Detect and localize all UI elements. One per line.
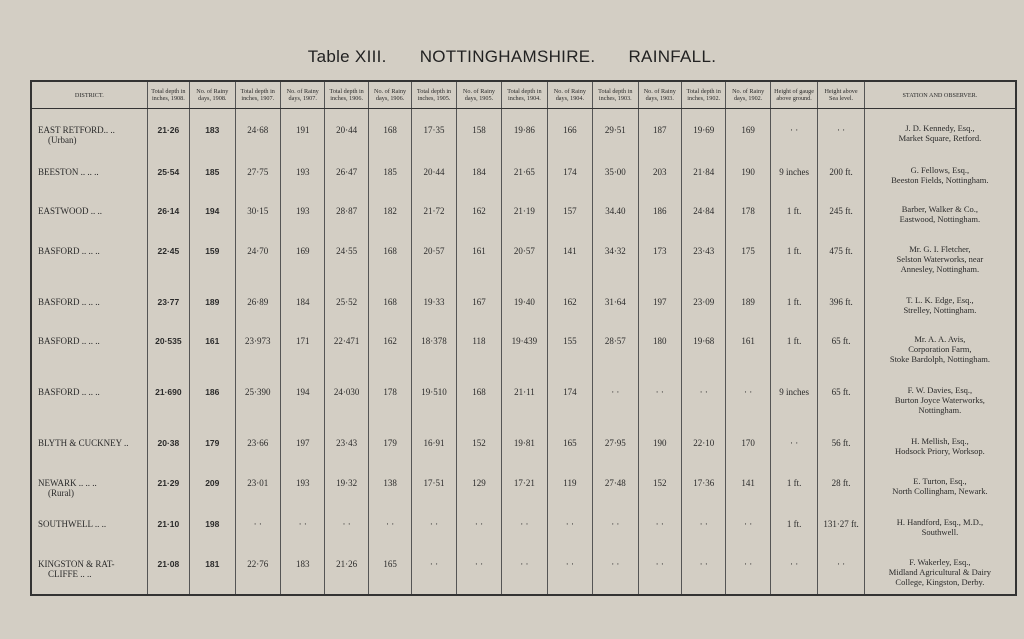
value-cell: 20·535 xyxy=(147,320,189,371)
column-header: Height above Sea level. xyxy=(818,82,864,109)
station-line: Mr. A. A. Avis, xyxy=(914,334,966,345)
station-line: F. W. Davies, Esq., xyxy=(907,385,973,396)
station-cell xyxy=(864,422,1015,461)
value-cell: · · xyxy=(235,503,280,542)
value-cell: 1 ft. xyxy=(770,462,817,504)
value-cell: 179 xyxy=(190,422,235,461)
station-line: Selston Waterworks, near xyxy=(896,253,984,264)
table-subject: RAINFALL. xyxy=(628,47,717,66)
table-row xyxy=(32,151,1015,190)
value-cell: 119 xyxy=(547,462,592,504)
value-cell: 19·81 xyxy=(502,422,547,461)
value-cell: 30·15 xyxy=(235,190,280,229)
value-cell: 19·510 xyxy=(412,371,456,422)
value-cell: 186 xyxy=(190,371,235,422)
value-cell: 198 xyxy=(190,503,235,542)
value-cell: 190 xyxy=(638,422,681,461)
value-cell: 21·19 xyxy=(502,190,547,229)
district-cell xyxy=(32,503,147,542)
value-cell: 173 xyxy=(638,230,681,281)
district-name: BASFORD .. .. .. xyxy=(38,245,100,256)
district-cell xyxy=(32,109,147,151)
value-cell: 19·69 xyxy=(681,109,725,151)
station-line: F. Wakerley, Esq., xyxy=(909,556,971,567)
district-name: EASTWOOD .. .. xyxy=(38,206,102,217)
value-cell: 22·45 xyxy=(147,230,189,281)
district-subname: (Urban) xyxy=(48,135,77,145)
county-name: NOTTINGHAMSHIRE. xyxy=(419,47,596,66)
value-cell: 475 ft. xyxy=(818,230,864,281)
value-cell: · · xyxy=(456,543,501,594)
value-cell: 141 xyxy=(547,230,592,281)
value-cell: 179 xyxy=(368,422,411,461)
station-line: G. Fellows, Esq., xyxy=(910,164,970,175)
district-name: BEESTON .. .. .. xyxy=(38,166,99,177)
column-header: DISTRICT. xyxy=(32,82,147,109)
column-header: Height of gauge above ground. xyxy=(770,82,817,109)
value-cell: 152 xyxy=(456,422,501,461)
value-cell: 162 xyxy=(368,320,411,371)
station-cell xyxy=(864,109,1015,151)
district-cell xyxy=(32,422,147,461)
column-header: No. of Rainy days, 1908. xyxy=(190,82,235,109)
value-cell: 26·14 xyxy=(147,190,189,229)
value-cell: 194 xyxy=(280,371,324,422)
value-cell: 184 xyxy=(456,151,501,190)
value-cell: 162 xyxy=(456,190,501,229)
station-line: Corporation Farm, xyxy=(908,344,972,355)
value-cell: 26·89 xyxy=(235,281,280,320)
value-cell: 167 xyxy=(456,281,501,320)
value-cell: 184 xyxy=(280,281,324,320)
value-cell: · · xyxy=(547,503,592,542)
value-cell: 166 xyxy=(547,109,592,151)
value-cell: · · xyxy=(456,503,501,542)
value-cell: 23·01 xyxy=(235,462,280,504)
value-cell: 200 ft. xyxy=(818,151,864,190)
value-cell: 22·10 xyxy=(681,422,725,461)
value-cell: · · xyxy=(593,543,638,594)
value-cell: 168 xyxy=(456,371,501,422)
station-cell xyxy=(864,462,1015,504)
station-line: College, Kingston, Derby. xyxy=(895,576,985,587)
value-cell: 26·47 xyxy=(325,151,368,190)
value-cell: · · xyxy=(681,503,725,542)
value-cell: 25·390 xyxy=(235,371,280,422)
value-cell: 245 ft. xyxy=(818,190,864,229)
station-cell xyxy=(864,371,1015,422)
value-cell: 21·29 xyxy=(147,462,189,504)
value-cell: · · xyxy=(726,503,770,542)
column-header: Total depth in inches, 1905. xyxy=(412,82,456,109)
value-cell: 174 xyxy=(547,371,592,422)
value-cell: 23·77 xyxy=(147,281,189,320)
value-cell: 193 xyxy=(280,462,324,504)
value-cell: 21·690 xyxy=(147,371,189,422)
value-cell: 25·54 xyxy=(147,151,189,190)
value-cell: 23·43 xyxy=(325,422,368,461)
value-cell: 24·84 xyxy=(681,190,725,229)
value-cell: 28·87 xyxy=(325,190,368,229)
column-header: Total depth in inches, 1903. xyxy=(593,82,638,109)
header-row xyxy=(32,82,1015,109)
station-line: T. L. K. Edge, Esq., xyxy=(906,294,974,305)
value-cell: 19·86 xyxy=(502,109,547,151)
value-cell: 22·471 xyxy=(325,320,368,371)
district-cell xyxy=(32,543,147,594)
station-cell xyxy=(864,281,1015,320)
station-line: Mr. G. I. Fletcher, xyxy=(909,243,971,254)
value-cell: 165 xyxy=(547,422,592,461)
table-row xyxy=(32,230,1015,281)
value-cell: 17·35 xyxy=(412,109,456,151)
value-cell: 182 xyxy=(368,190,411,229)
station-line: Southwell. xyxy=(921,527,959,538)
value-cell: 18·378 xyxy=(412,320,456,371)
district-cell xyxy=(32,190,147,229)
value-cell: 24·70 xyxy=(235,230,280,281)
value-cell: · · xyxy=(638,543,681,594)
value-cell: 9 inches xyxy=(770,151,817,190)
station-line: Annesley, Nottingham. xyxy=(900,263,980,274)
district-cell xyxy=(32,281,147,320)
value-cell: 19·68 xyxy=(681,320,725,371)
value-cell: 138 xyxy=(368,462,411,504)
district-name: KINGSTON & RAT- xyxy=(38,558,115,569)
column-header: STATION AND OBSERVER. xyxy=(864,82,1015,109)
value-cell: 178 xyxy=(726,190,770,229)
value-cell: 27·95 xyxy=(593,422,638,461)
value-cell: 169 xyxy=(280,230,324,281)
column-header: No. of Rainy days, 1905. xyxy=(456,82,501,109)
value-cell: 21·72 xyxy=(412,190,456,229)
district-cell xyxy=(32,320,147,371)
table-row xyxy=(32,503,1015,542)
value-cell: 21·08 xyxy=(147,543,189,594)
district-name: BASFORD .. .. .. xyxy=(38,296,100,307)
rainfall-table xyxy=(32,82,1015,594)
value-cell: 169 xyxy=(726,109,770,151)
table-row xyxy=(32,281,1015,320)
value-cell: · · xyxy=(638,371,681,422)
value-cell: 21·10 xyxy=(147,503,189,542)
value-cell: 20·57 xyxy=(502,230,547,281)
district-subname: CLIFFE .. .. xyxy=(48,568,92,579)
value-cell: · · xyxy=(412,543,456,594)
district-name: BASFORD .. .. .. xyxy=(38,387,100,398)
value-cell: 9 inches xyxy=(770,371,817,422)
value-cell: 1 ft. xyxy=(770,190,817,229)
station-line: Nottingham. xyxy=(918,405,962,416)
station-cell xyxy=(864,190,1015,229)
value-cell: 190 xyxy=(726,151,770,190)
station-line: Stoke Bardolph, Nottingham. xyxy=(889,354,990,365)
station-cell xyxy=(864,320,1015,371)
value-cell: 28·57 xyxy=(593,320,638,371)
value-cell: 34.40 xyxy=(593,190,638,229)
station-line: Barber, Walker & Co., xyxy=(901,204,979,215)
station-cell xyxy=(864,543,1015,594)
column-header: No. of Rainy days, 1904. xyxy=(547,82,592,109)
value-cell: 157 xyxy=(547,190,592,229)
table-number: Table XIII. xyxy=(307,47,387,66)
value-cell: 194 xyxy=(190,190,235,229)
value-cell: · · xyxy=(818,109,864,151)
table-row xyxy=(32,462,1015,504)
district-cell xyxy=(32,462,147,504)
district-name: NEWARK .. .. .. xyxy=(38,477,97,488)
value-cell: · · xyxy=(681,543,725,594)
table-row xyxy=(32,371,1015,422)
value-cell: 186 xyxy=(638,190,681,229)
value-cell: 189 xyxy=(726,281,770,320)
station-line: Eastwood, Nottingham. xyxy=(899,214,981,225)
value-cell: · · xyxy=(547,543,592,594)
value-cell: 1 ft. xyxy=(770,230,817,281)
value-cell: 396 ft. xyxy=(818,281,864,320)
station-line: Hodsock Priory, Worksop. xyxy=(895,446,985,457)
column-header: Total depth in inches, 1904. xyxy=(502,82,547,109)
value-cell: 193 xyxy=(280,190,324,229)
value-cell: 161 xyxy=(726,320,770,371)
value-cell: 31·64 xyxy=(593,281,638,320)
value-cell: 27·48 xyxy=(593,462,638,504)
value-cell: 35·00 xyxy=(593,151,638,190)
value-cell: 23·66 xyxy=(235,422,280,461)
value-cell: 168 xyxy=(368,109,411,151)
value-cell: 152 xyxy=(638,462,681,504)
value-cell: 25·52 xyxy=(325,281,368,320)
value-cell: · · xyxy=(681,371,725,422)
value-cell: 209 xyxy=(190,462,235,504)
value-cell: 171 xyxy=(280,320,324,371)
value-cell: 17·36 xyxy=(681,462,725,504)
station-cell xyxy=(864,151,1015,190)
district-name: EAST RETFORD.. .. xyxy=(38,125,115,135)
value-cell: · · xyxy=(726,371,770,422)
value-cell: · · xyxy=(593,371,638,422)
table-row xyxy=(32,109,1015,151)
station-line: Burton Joyce Waterworks, xyxy=(894,395,985,406)
station-line: H. Mellish, Esq., xyxy=(911,436,969,447)
value-cell: 161 xyxy=(190,320,235,371)
station-cell xyxy=(864,230,1015,281)
value-cell: 185 xyxy=(190,151,235,190)
value-cell: 20·57 xyxy=(412,230,456,281)
table-row xyxy=(32,543,1015,594)
value-cell: 19·33 xyxy=(412,281,456,320)
column-header: Total depth in inches, 1902. xyxy=(681,82,725,109)
station-cell xyxy=(864,503,1015,542)
value-cell: 174 xyxy=(547,151,592,190)
value-cell: 19·32 xyxy=(325,462,368,504)
value-cell: 131·27 ft. xyxy=(818,503,864,542)
value-cell: 17·51 xyxy=(412,462,456,504)
value-cell: 181 xyxy=(190,543,235,594)
station-line: Beeston Fields, Nottingham. xyxy=(891,174,989,185)
column-header: No. of Rainy days, 1903. xyxy=(638,82,681,109)
value-cell: 27·75 xyxy=(235,151,280,190)
column-header: Total depth in inches, 1906. xyxy=(325,82,368,109)
value-cell: 24·55 xyxy=(325,230,368,281)
value-cell: 19·40 xyxy=(502,281,547,320)
value-cell: 21·65 xyxy=(502,151,547,190)
value-cell: 187 xyxy=(638,109,681,151)
value-cell: 141 xyxy=(726,462,770,504)
value-cell: 17·21 xyxy=(502,462,547,504)
value-cell: 170 xyxy=(726,422,770,461)
value-cell: 183 xyxy=(190,109,235,151)
value-cell: 24·68 xyxy=(235,109,280,151)
table-body xyxy=(32,109,1015,595)
value-cell: · · xyxy=(502,543,547,594)
value-cell: · · xyxy=(325,503,368,542)
value-cell: · · xyxy=(638,503,681,542)
value-cell: 159 xyxy=(190,230,235,281)
value-cell: · · xyxy=(368,503,411,542)
station-line: Strelley, Nottingham. xyxy=(903,304,977,315)
value-cell: 29·51 xyxy=(593,109,638,151)
value-cell: 24·030 xyxy=(325,371,368,422)
column-header: Total depth in inches, 1908. xyxy=(147,82,189,109)
value-cell: 23·973 xyxy=(235,320,280,371)
value-cell: 21·11 xyxy=(502,371,547,422)
district-subname: (Rural) xyxy=(48,487,74,498)
value-cell: 21·26 xyxy=(325,543,368,594)
station-line: E. Turton, Esq., xyxy=(913,475,967,486)
value-cell: 22·76 xyxy=(235,543,280,594)
value-cell: 185 xyxy=(368,151,411,190)
value-cell: 158 xyxy=(456,109,501,151)
value-cell: 193 xyxy=(280,151,324,190)
value-cell: 180 xyxy=(638,320,681,371)
value-cell: 23·43 xyxy=(681,230,725,281)
value-cell: 203 xyxy=(638,151,681,190)
value-cell: · · xyxy=(770,422,817,461)
value-cell: 28 ft. xyxy=(818,462,864,504)
district-name: BLYTH & CUCKNEY .. xyxy=(38,438,129,449)
value-cell: 191 xyxy=(280,109,324,151)
value-cell: 197 xyxy=(638,281,681,320)
value-cell: · · xyxy=(502,503,547,542)
value-cell: 1 ft. xyxy=(770,503,817,542)
value-cell: 168 xyxy=(368,230,411,281)
station-line: J. D. Kennedy, Esq., xyxy=(905,123,975,133)
value-cell: · · xyxy=(770,543,817,594)
value-cell: · · xyxy=(726,543,770,594)
district-cell xyxy=(32,371,147,422)
value-cell: 165 xyxy=(368,543,411,594)
table-row xyxy=(32,422,1015,461)
value-cell: 21·26 xyxy=(147,109,189,151)
value-cell: 20·44 xyxy=(412,151,456,190)
station-line: Market Square, Retford. xyxy=(898,133,982,143)
value-cell: 1 ft. xyxy=(770,320,817,371)
district-cell xyxy=(32,230,147,281)
value-cell: 65 ft. xyxy=(818,371,864,422)
district-cell xyxy=(32,151,147,190)
value-cell: 155 xyxy=(547,320,592,371)
value-cell: · · xyxy=(818,543,864,594)
value-cell: 19·439 xyxy=(502,320,547,371)
value-cell: 183 xyxy=(280,543,324,594)
value-cell: 175 xyxy=(726,230,770,281)
table-row xyxy=(32,190,1015,229)
column-header: Total depth in inches, 1907. xyxy=(235,82,280,109)
value-cell: 34·32 xyxy=(593,230,638,281)
value-cell: 129 xyxy=(456,462,501,504)
station-line: Midland Agricultural & Dairy xyxy=(888,566,991,577)
value-cell: 20·44 xyxy=(325,109,368,151)
value-cell: · · xyxy=(770,109,817,151)
value-cell: · · xyxy=(412,503,456,542)
value-cell: 23·09 xyxy=(681,281,725,320)
district-name: BASFORD .. .. .. xyxy=(38,336,100,347)
value-cell: 189 xyxy=(190,281,235,320)
value-cell: 65 ft. xyxy=(818,320,864,371)
station-line: North Collingham, Newark. xyxy=(892,485,988,496)
value-cell: 1 ft. xyxy=(770,281,817,320)
table-row xyxy=(32,320,1015,371)
value-cell: 21·84 xyxy=(681,151,725,190)
value-cell: 161 xyxy=(456,230,501,281)
table-title xyxy=(0,47,1024,67)
value-cell: 162 xyxy=(547,281,592,320)
value-cell: 16·91 xyxy=(412,422,456,461)
column-header: No. of Rainy days, 1907. xyxy=(280,82,324,109)
column-header: No. of Rainy days, 1902. xyxy=(726,82,770,109)
value-cell: · · xyxy=(280,503,324,542)
value-cell: 118 xyxy=(456,320,501,371)
value-cell: · · xyxy=(593,503,638,542)
station-line: H. Handford, Esq., M.D., xyxy=(896,517,984,528)
value-cell: 20·38 xyxy=(147,422,189,461)
value-cell: 56 ft. xyxy=(818,422,864,461)
value-cell: 178 xyxy=(368,371,411,422)
value-cell: 168 xyxy=(368,281,411,320)
column-header: No. of Rainy days, 1906. xyxy=(368,82,411,109)
district-name: SOUTHWELL .. .. xyxy=(38,519,107,530)
value-cell: 197 xyxy=(280,422,324,461)
